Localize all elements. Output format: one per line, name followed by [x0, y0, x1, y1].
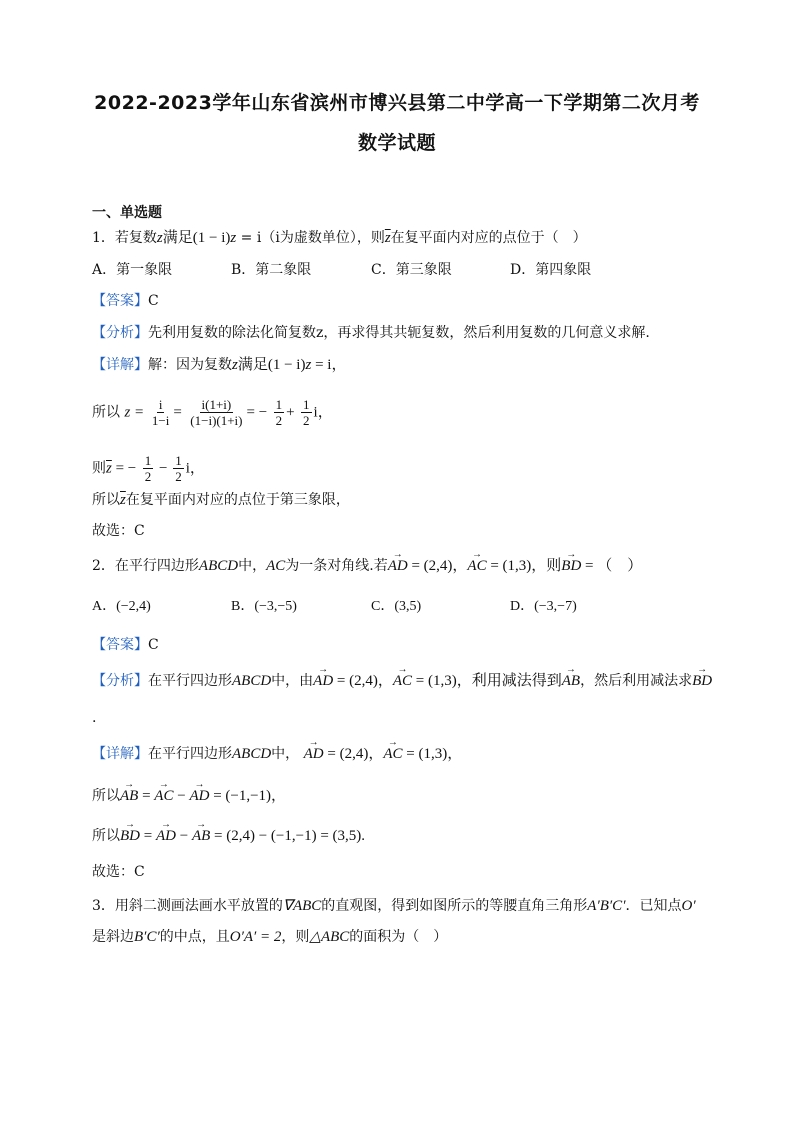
q1-conclusion: 故选：C — [92, 523, 145, 539]
q1-step2: 则$\overline{z}$ = − $\frac{1}{2}$ − $\frac{1}{2}$ i， — [92, 453, 205, 484]
q1-analysis: 【分析】先利用复数的除法化简复数z，再求得其共轭复数，然后利用复数的几何意义求解. — [92, 325, 650, 341]
q1-option-c: C．第三象限 — [371, 262, 452, 278]
q1-option-d: D．第四象限 — [510, 262, 592, 278]
q2-answer: 【答案】C — [92, 637, 159, 653]
q2-option-c: C．(3,5) — [371, 599, 422, 614]
q1-answer: 【答案】C — [92, 293, 159, 309]
q2-conclusion: 故选：C — [92, 864, 145, 880]
q2-step1: 所以→ AB = → AC − → AD = (−1,−1)， — [92, 786, 286, 806]
q1-detail: 【详解】解：因为复数z满足(1 − i)z = i， — [92, 357, 347, 373]
exam-title-line2: 数学试题 — [357, 132, 436, 154]
q2-stem: 2．在平行四边形ABCD中，AC为一条对角线.若→ AD = (2,4)，→ AC = (1,3)，则→ BD = （ ） — [92, 556, 642, 576]
q2-analysis: 【分析】在平行四边形ABCD中，由→ AD = (2,4)，→ AC = (1,3)，利用减法得到→ AB，然后利用减法求→ BD — [92, 671, 712, 691]
exam-title-line1: 2022-2023学年山东省滨州市博兴县第二中学高一下学期第二次月考 — [94, 92, 700, 114]
q2-option-b: B．(−3,−5) — [231, 599, 297, 614]
q2-option-d: D．(−3,−7) — [510, 599, 577, 614]
q1-stem: 1．若复数z满足(1 − i)z = i（i为虚数单位），则$\overline{z}$在复平面内对应的点位于（ ） — [92, 230, 587, 246]
q2-analysis-dot: . — [92, 710, 97, 726]
q2-option-a: A．(−2,4) — [92, 599, 151, 614]
q1-option-b: B．第二象限 — [231, 262, 312, 278]
section-header: 一、单选题 — [92, 205, 162, 221]
q1-step3: 所以$\overline{z}$在复平面内对应的点位于第三象限， — [92, 492, 350, 508]
q3-stem-line2: 是斜边B′C′的中点，且O′A′ = 2，则△ABC的面积为（ ） — [92, 929, 448, 945]
q3-stem-line1: 3．用斜二测画法画水平放置的∇ABC的直观图，得到如图所示的等腰直角三角形A′B′C′．已知点O′ — [92, 898, 696, 914]
q2-step2: 所以→ BD = → AD − → AB = (2,4) − (−1,−1) = (3,5). — [92, 826, 365, 846]
q1-step1: 所以 z = $\frac{i}{1-i}$ = $\frac{i(1+i)}{(1-i)(1+i)}$ = − $\frac{1}{2}$ + $\frac{1}{2}$ i， — [92, 397, 333, 428]
q2-detail: 【详解】在平行四边形ABCD中， → AD = (2,4)，→ AC = (1,3)， — [92, 744, 462, 764]
q1-option-a: A．第一象限 — [92, 262, 173, 278]
